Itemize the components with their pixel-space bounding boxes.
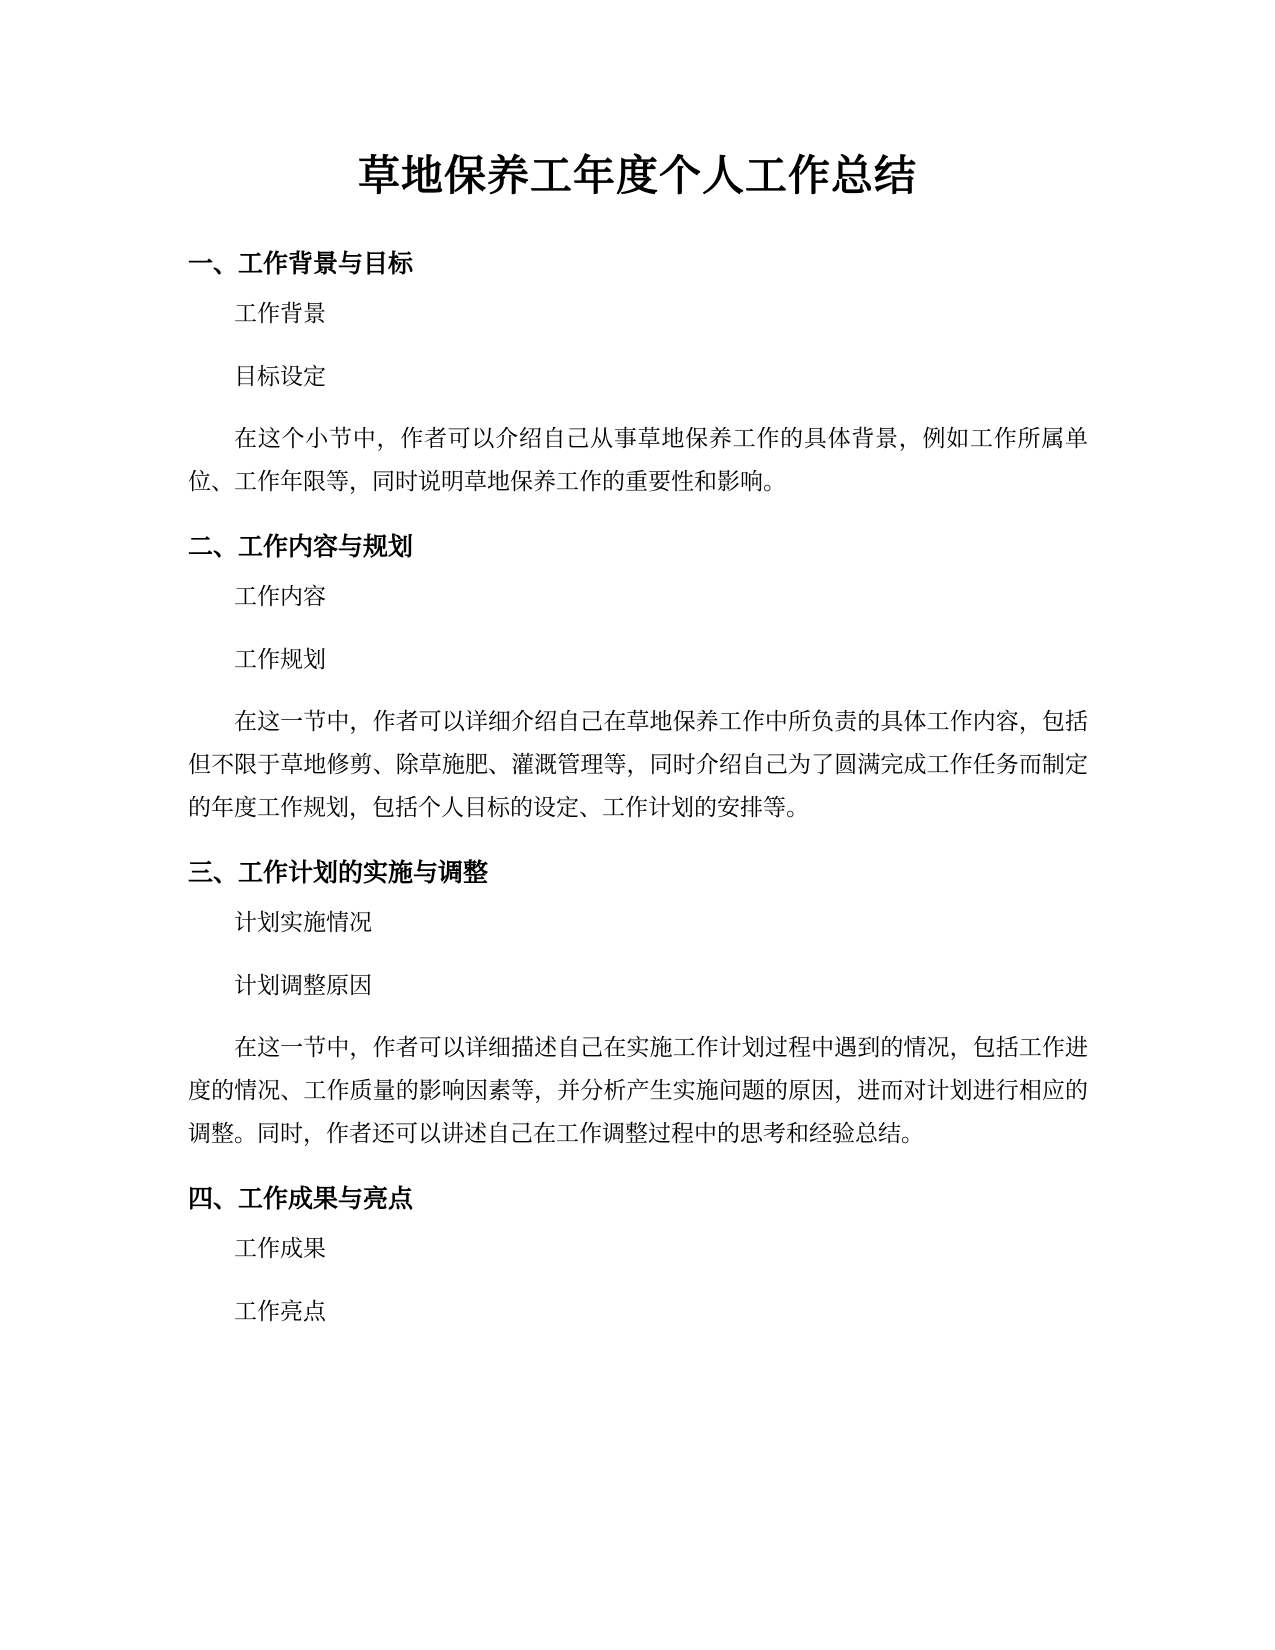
section-2	[188, 529, 1088, 830]
subheading: 工作内容	[234, 584, 326, 610]
section-heading: 二、工作内容与规划	[188, 532, 414, 561]
section-heading: 四、工作成果与亮点	[188, 1184, 414, 1213]
subheading: 计划实施情况	[234, 910, 372, 936]
section-heading: 一、工作背景与目标	[188, 249, 414, 278]
section-paragraph: 在这一节中，作者可以详细介绍自己在草地保养工作中所负责的具体工作内容，包括但不限于草地修剪、除草施肥、灌溉管理等，同时介绍自己为了圆满完成工作任务而制定的年度工作规划，包括个人目标的设定、工作计划的安排等。	[188, 709, 1088, 821]
subheading: 计划调整原因	[234, 973, 372, 999]
subheading: 工作亮点	[234, 1299, 326, 1325]
section-4	[188, 1181, 1088, 1330]
section-heading: 三、工作计划的实施与调整	[188, 858, 489, 887]
subheading: 工作规划	[234, 647, 326, 673]
section-3	[188, 855, 1088, 1156]
section-paragraph: 在这一节中，作者可以详细描述自己在实施工作计划过程中遇到的情况，包括工作进度的情况、工作质量的影响因素等，并分析产生实施问题的原因，进而对计划进行相应的调整。同时，作者还可以讲述自己在工作调整过程中的思考和经验总结。	[188, 1035, 1088, 1147]
subheading: 工作背景	[234, 301, 326, 327]
section-paragraph: 在这个小节中，作者可以介绍自己从事草地保养工作的具体背景，例如工作所属单位、工作年限等，同时说明草地保养工作的重要性和影响。	[188, 426, 1088, 495]
document-title: 草地保养工年度个人工作总结	[357, 151, 917, 200]
section-1	[188, 246, 1088, 504]
document-body	[188, 236, 1088, 1357]
subheading: 工作成果	[234, 1236, 326, 1262]
subheading: 目标设定	[234, 364, 326, 390]
